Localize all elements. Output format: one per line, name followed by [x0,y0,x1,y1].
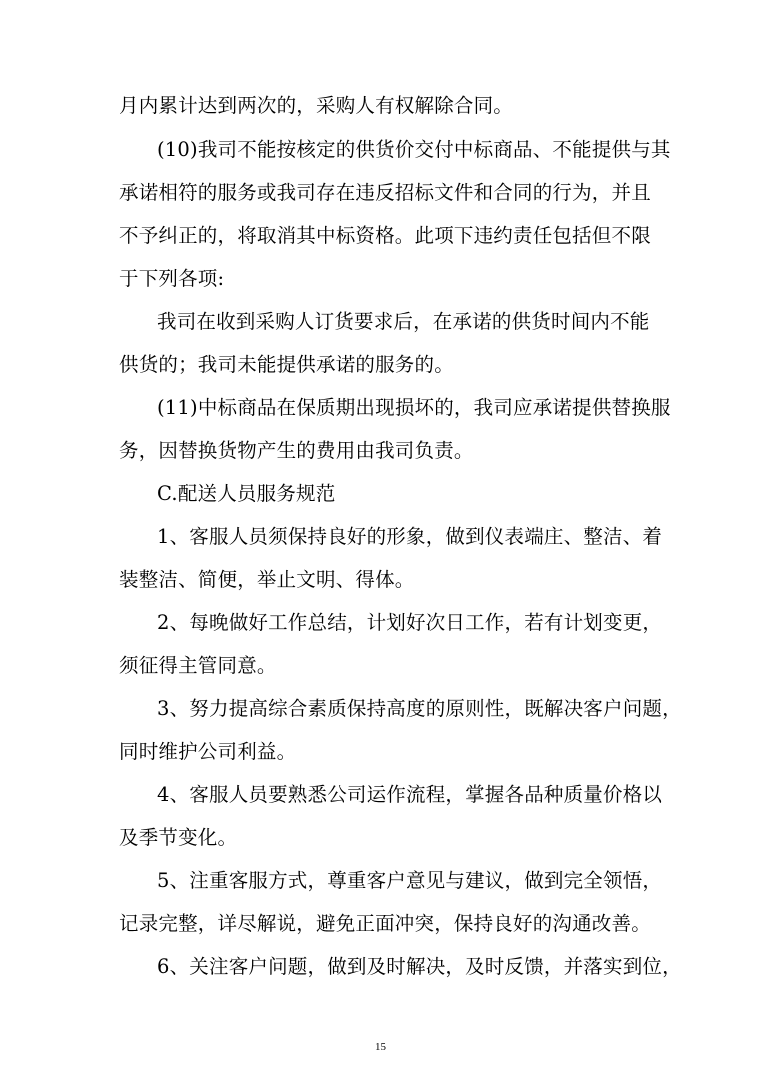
text-line-2: (10)我司不能按核定的供货价交付中标商品、不能提供与其 [157,138,671,161]
page-number: 15 [375,1041,386,1053]
text-line-3: 承诺相符的服务或我司存在违反招标文件和合同的行为，并且 [119,181,651,204]
text-line-6: 我司在收到采购人订货要求后，在承诺的供货时间内不能 [157,310,650,333]
text-line-11: 1、客服人员须保持良好的形象，做到仪表端庄、整洁、着 [157,525,663,548]
text-line-17: 4、客服人员要熟悉公司运作流程，掌握各品种质量价格以 [157,783,663,806]
text-line-1: 月内累计达到两次的，采购人有权解除合同。 [119,94,514,117]
text-line-9: 务，因替换货物产生的费用由我司负责。 [119,439,474,462]
section-heading: C.配送人员服务规范 [157,482,336,505]
text-line-12: 装整洁、简便，举止文明、得体。 [119,568,415,591]
text-line-15: 3、努力提高综合素质保持高度的原则性，既解决客户问题， [157,697,682,720]
text-line-14: 须征得主管同意。 [119,654,277,677]
text-line-20: 记录完整，详尽解说，避免正面冲突，保持良好的沟通改善。 [119,912,651,935]
text-line-5: 于下列各项: [119,267,225,290]
text-line-16: 同时维护公司利益。 [119,740,297,763]
text-line-7: 供货的；我司未能提供承诺的服务的。 [119,353,454,376]
text-line-4: 不予纠正的，将取消其中标资格。此项下违约责任包括但不限 [119,224,651,247]
text-line-8: (11)中标商品在保质期出现损坏的，我司应承诺提供替换服 [157,396,671,419]
text-line-18: 及季节变化。 [119,826,238,849]
text-line-13: 2、每晚做好工作总结，计划好次日工作，若有计划变更， [157,611,663,634]
text-line-21: 6、关注客户问题，做到及时解决，及时反馈，并落实到位， [157,955,682,978]
text-line-19: 5、注重客服方式，尊重客户意见与建议，做到完全领悟， [157,869,663,892]
